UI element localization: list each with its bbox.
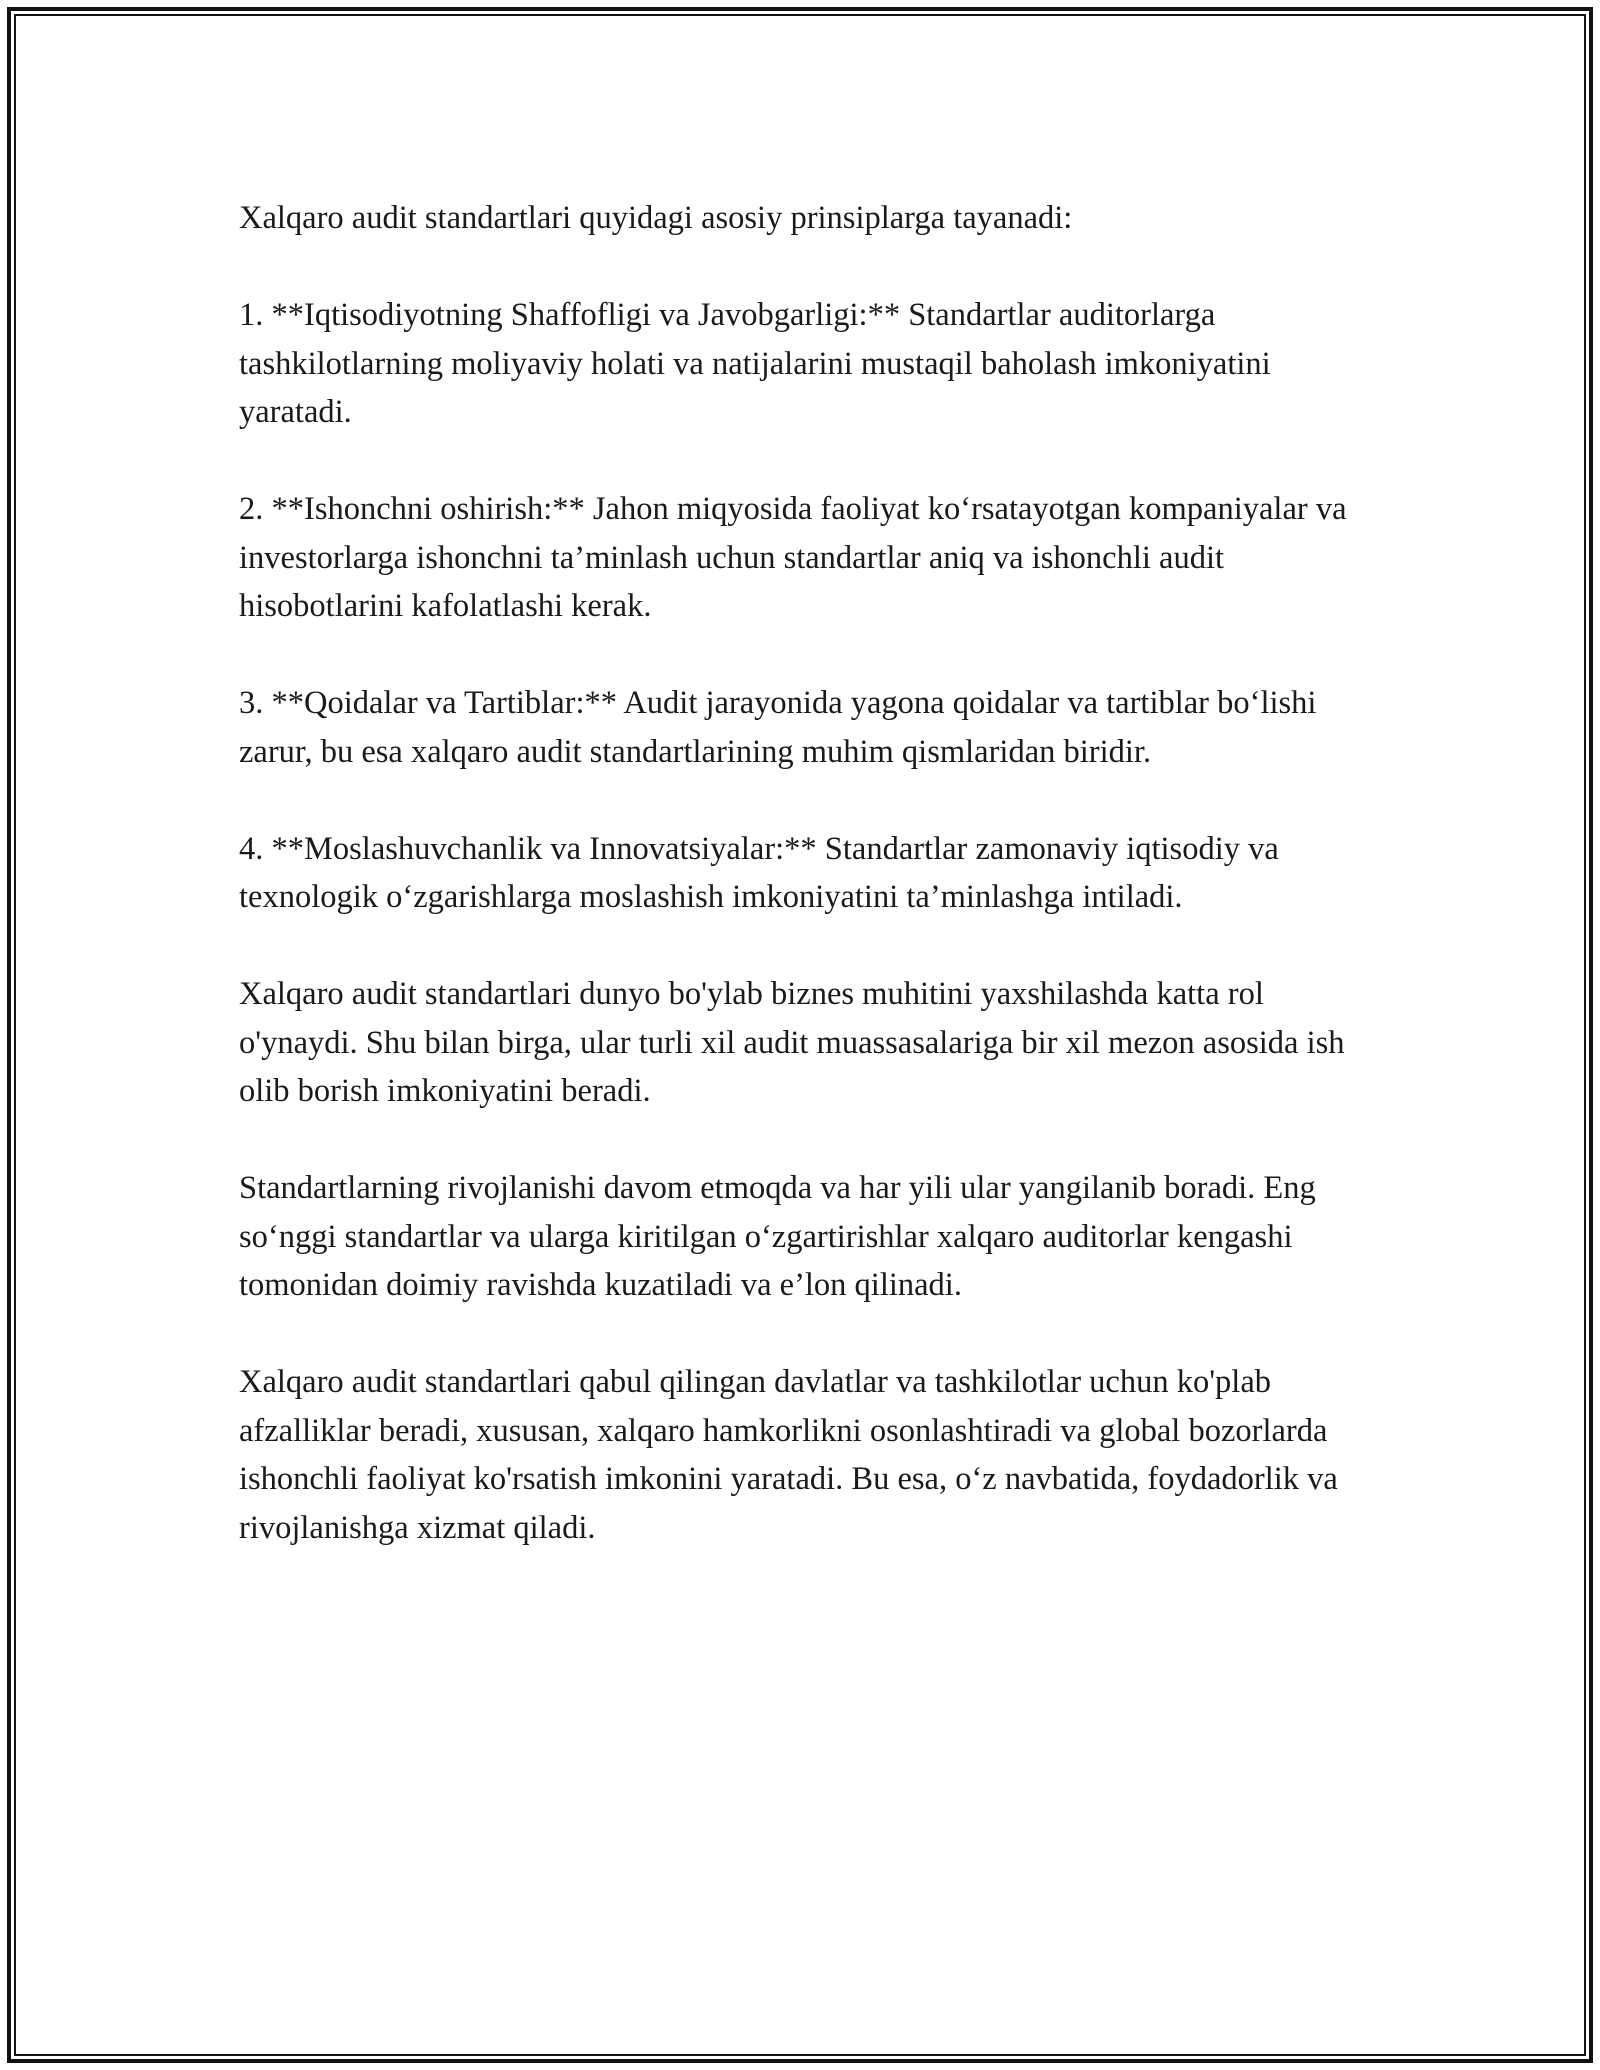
- body-paragraph-3: Xalqaro audit standartlari qabul qilingan davlatlar va tashkilotlar uchun ko'plab afzalliklar beradi, xususan, xalqaro hamkorlikni osonlashtiradi va global bozorlarda ishonchli faoliyat ko'rsatish imkonini yaratadi. Bu esa, o‘z navbatida, foydadorlik va rivojlanishga xizmat qiladi.: [239, 1364, 1338, 1546]
- list-item-1: 1. **Iqtisodiyotning Shaffofligi va Javobgarligi:** Standartlar auditorlarga tashkilotlarning moliyaviy holati va natijalarini mustaqil baholash imkoniyatini yaratadi.: [239, 297, 1271, 430]
- body-paragraph-1: Xalqaro audit standartlari dunyo bo'ylab biznes muhitini yaxshilashda katta rol o'ynaydi. Shu bilan birga, ular turli xil audit muassasalariga bir xil mezon asosida ish olib borish imkoniyatini beradi.: [239, 976, 1345, 1109]
- intro-paragraph: Xalqaro audit standartlari quyidagi asosiy prinsiplarga tayanadi:: [239, 200, 1073, 236]
- document-body: [239, 194, 1389, 1601]
- list-item-3: 3. **Qoidalar va Tartiblar:** Audit jarayonida yagona qoidalar va tartiblar bo‘lishi zarur, bu esa xalqaro audit standartlarining muhim qismlaridan biridir.: [239, 685, 1317, 770]
- list-item-2: 2. **Ishonchni oshirish:** Jahon miqyosida faoliyat ko‘rsatayotgan kompaniyalar va investorlarga ishonchni ta’minlash uchun standartlar aniq va ishonchli audit hisobotlarini kafolatlashi kerak.: [239, 491, 1347, 624]
- body-paragraph-2: Standartlarning rivojlanishi davom etmoqda va har yili ular yangilanib boradi. Eng so‘nggi standartlar va ularga kiritilgan o‘zgartirishlar xalqaro auditorlar kengashi tomonidan doimiy ravishda kuzatiladi va e’lon qilinadi.: [239, 1170, 1316, 1303]
- list-item-4: 4. **Moslashuvchanlik va Innovatsiyalar:** Standartlar zamonaviy iqtisodiy va texnologik o‘zgarishlarga moslashish imkoniyatini ta’minlashga intiladi.: [239, 830, 1279, 915]
- page-border: [7, 7, 1593, 2063]
